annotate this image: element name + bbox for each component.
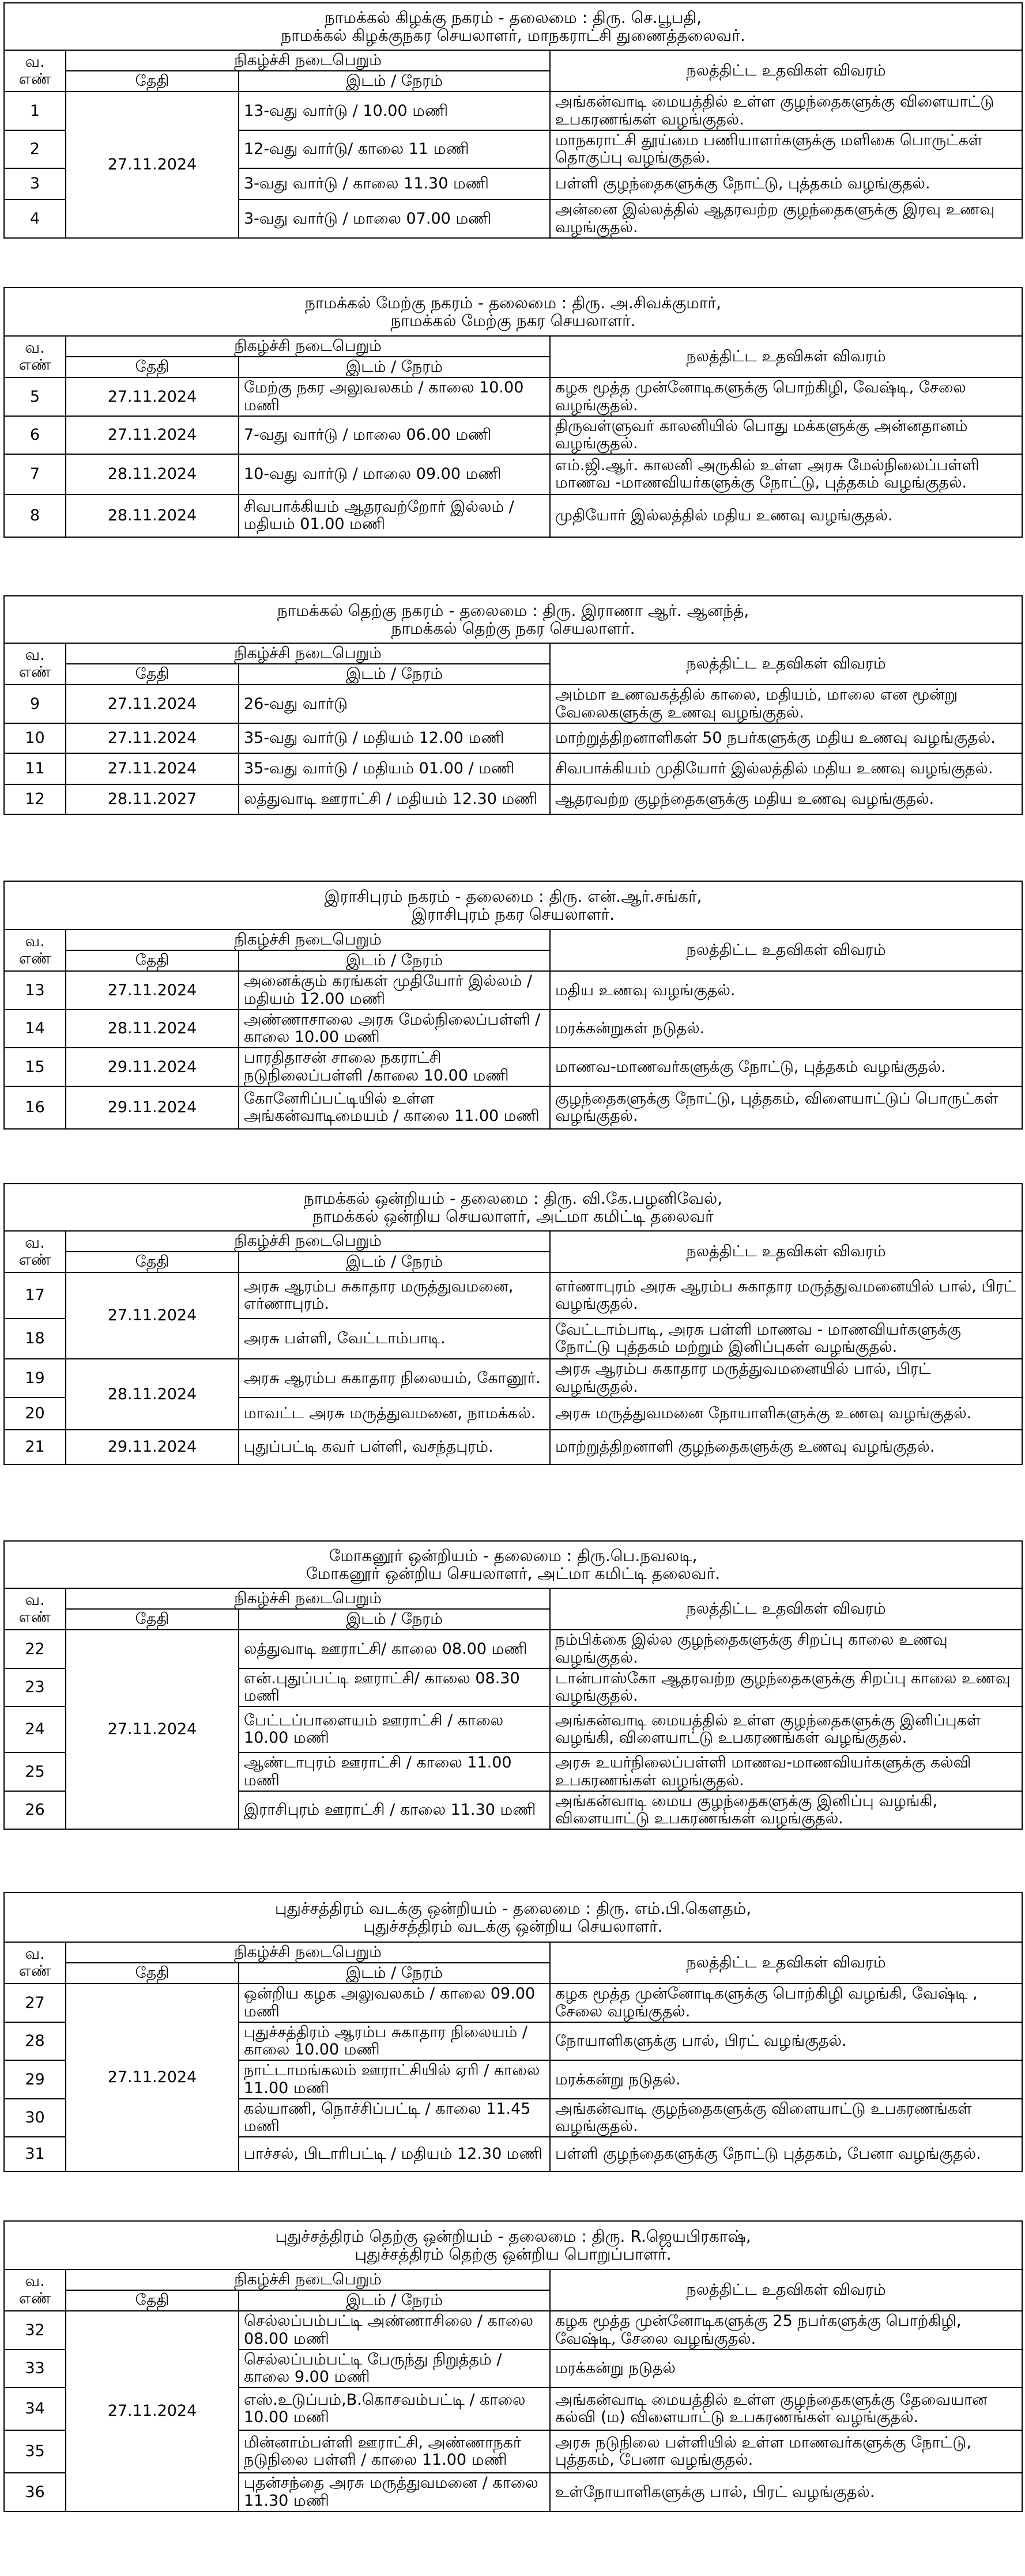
header-event: நிகழ்ச்சி நடைபெறும் (66, 643, 550, 664)
header-event: நிகழ்ச்சி நடைபெறும் (66, 1588, 550, 1609)
table-row (4, 784, 1022, 814)
section-title (4, 288, 1022, 336)
event-date: 27.11.2024 (66, 971, 239, 1009)
header-venue: இடம் / நேரம் (239, 950, 550, 971)
serial-number: 12 (4, 784, 66, 814)
header-event: நிகழ்ச்சி நடைபெறும் (66, 50, 550, 71)
benefit-details: குழந்தைகளுக்கு நோட்டு, புத்தகம், விளையாட்டுப் பொருட்கள் வழங்குதல். (550, 1086, 1022, 1129)
section-table (3, 881, 1023, 1130)
serial-number: 15 (4, 1048, 66, 1086)
table-row (4, 494, 1022, 537)
header-serial (4, 1231, 66, 1272)
header-date: தேதி (66, 1609, 239, 1630)
event-venue-time: என்.புதுப்பட்டி ஊராட்சி/ காலை 08.30 மணி (239, 1668, 550, 1706)
header-serial (4, 930, 66, 971)
table-row (4, 1430, 1022, 1464)
serial-number: 31 (4, 2137, 66, 2171)
event-venue-time: இராசிபுரம் ஊராட்சி / காலை 11.30 மணி (239, 1791, 550, 1829)
serial-number: 17 (4, 1272, 66, 1319)
benefit-details: பள்ளி குழந்தைகளுக்கு நோட்டு, புத்தகம் வழங்குதல். (550, 168, 1022, 199)
header-serial (4, 50, 66, 92)
header-event: நிகழ்ச்சி நடைபெறும் (66, 930, 550, 950)
header-event: நிகழ்ச்சி நடைபெறும் (66, 2269, 550, 2290)
serial-number: 27 (4, 1984, 66, 2022)
event-venue-time: ஒன்றிய கழக அலுவலகம் / காலை 09.00 மணி (239, 1984, 550, 2022)
section-title-line1: நாமக்கல் கிழக்கு நகரம் - தலைமை : திரு. செ.பூபதி, (324, 7, 702, 27)
serial-number: 18 (4, 1319, 66, 1359)
section-title-line2: புதுச்சத்திரம் தெற்கு ஒன்றிய பொறுப்பாளர். (355, 2245, 672, 2264)
section-title-line2: புதுச்சத்திரம் வடக்கு ஒன்றிய செயலாளர். (363, 1917, 663, 1936)
header-benefit: நலத்திட்ட உதவிகள் விவரம் (550, 2269, 1022, 2311)
header-serial-line1: வ. (25, 1591, 45, 1609)
header-serial-line1: வ. (25, 932, 45, 950)
event-date: 27.11.2024 (66, 377, 239, 416)
section-title-line2: நாமக்கல் மேற்கு நகர செயலாளர். (390, 311, 636, 330)
header-event: நிகழ்ச்சி நடைபெறும் (66, 1231, 550, 1252)
event-venue-time: அரசு ஆரம்ப சுகாதார நிலையம், கோனூர். (239, 1359, 550, 1397)
serial-number: 35 (4, 2430, 66, 2473)
serial-number: 7 (4, 454, 66, 494)
table-row (4, 1048, 1022, 1086)
event-venue-time: அண்ணாசாலை அரசு மேல்நிலைப்பள்ளி / காலை 10.00 மணி (239, 1010, 550, 1048)
serial-number: 33 (4, 2350, 66, 2388)
header-benefit: நலத்திட்ட உதவிகள் விவரம் (550, 1588, 1022, 1630)
serial-number: 25 (4, 1752, 66, 1791)
section-title (4, 3, 1022, 50)
serial-number: 14 (4, 1010, 66, 1048)
benefit-details: கழக மூத்த முன்னோடிகளுக்கு பொற்கிழி வழங்கி, வேஷ்டி , சேலை வழங்குதல். (550, 1984, 1022, 2022)
serial-number: 13 (4, 971, 66, 1009)
benefit-details: அரசு உயர்நிலைப்பள்ளி மாணவ-மாணவியர்களுக்கு கல்வி உபகரணங்கள் வழங்குதல். (550, 1752, 1022, 1791)
benefit-details: மரக்கன்றுகள் நடுதல். (550, 1010, 1022, 1048)
benefit-details: கழக மூத்த முன்னோடிகளுக்கு 25 நபர்களுக்கு பொற்கிழி, வேஷ்டி, சேலை வழங்குதல். (550, 2311, 1022, 2349)
table-row (4, 1630, 1022, 1668)
event-venue-time: 10-வது வார்டு / மாலை 09.00 மணி (239, 454, 550, 494)
header-venue: இடம் / நேரம் (239, 1252, 550, 1272)
section-table (3, 2220, 1023, 2512)
event-venue-time: மேற்கு நகர அலுவலகம் / காலை 10.00 மணி (239, 377, 550, 416)
event-date: 28.11.2024 (66, 1359, 239, 1429)
benefit-details: மரக்கன்று நடுதல். (550, 2060, 1022, 2098)
table-row (4, 2311, 1022, 2349)
event-venue-time: அரசு பள்ளி, வேட்டாம்பாடி. (239, 1319, 550, 1359)
benefit-details: எர்ணாபுரம் அரசு ஆரம்ப சுகாதார மருத்துவமனையில் பால், பிரட் வழங்குதல். (550, 1272, 1022, 1319)
table-row (4, 377, 1022, 416)
serial-number: 1 (4, 92, 66, 130)
benefit-details: அரசு ஆரம்ப சுகாதார மருத்துவமனையில் பால், பிரட் வழங்குதல். (550, 1359, 1022, 1397)
benefit-details: மதிய உணவு வழங்குதல். (550, 971, 1022, 1009)
header-serial (4, 1588, 66, 1630)
serial-number: 32 (4, 2311, 66, 2349)
section-title-line2: இராசிபுரம் நகர செயலாளர். (411, 905, 615, 924)
header-event: நிகழ்ச்சி நடைபெறும் (66, 336, 550, 357)
benefit-details: அரசு நடுநிலை பள்ளியில் உள்ள மாணவர்களுக்கு நோட்டு, புத்தகம், பேனா வழங்குதல். (550, 2430, 1022, 2473)
serial-number: 5 (4, 377, 66, 416)
serial-number: 20 (4, 1397, 66, 1430)
section-title-line2: நாமக்கல் தெற்கு நகர செயலாளர். (391, 619, 635, 638)
serial-number: 23 (4, 1668, 66, 1706)
event-venue-time: புதுச்சத்திரம் ஆரம்ப சுகாதார நிலையம் / காலை 10.00 மணி (239, 2022, 550, 2060)
section-title (4, 596, 1022, 643)
event-venue-time: 26-வது வார்டு (239, 685, 550, 723)
benefit-details: அம்மா உணவகத்தில் காலை, மதியம், மாலை என மூன்று வேலைகளுக்கு உணவு வழங்குதல். (550, 685, 1022, 723)
section-title-line1: நாமக்கல் ஒன்றியம் - தலைமை : திரு. வி.கே.பழனிவேல், (303, 1188, 723, 1208)
header-serial (4, 1942, 66, 1984)
event-venue-time: 3-வது வார்டு / மாலை 07.00 மணி (239, 199, 550, 237)
header-serial-line2: எண் (18, 1251, 51, 1270)
event-date: 27.11.2024 (66, 2311, 239, 2511)
benefit-details: எம்.ஜி.ஆர். காலனி அருகில் உள்ள அரசு மேல்நிலைப்பள்ளி மாணவ -மாணவியர்களுக்கு நோட்டு, புத்தகம் வழங்குதல். (550, 454, 1022, 494)
event-date: 28.11.2027 (66, 784, 239, 814)
event-date: 27.11.2024 (66, 1984, 239, 2171)
event-date: 28.11.2024 (66, 454, 239, 494)
benefit-details: முதியோர் இல்லத்தில் மதிய உணவு வழங்குதல். (550, 494, 1022, 537)
table-row (4, 971, 1022, 1009)
event-venue-time: செல்லப்பம்பட்டி அண்ணாசிலை / காலை 08.00 மணி (239, 2311, 550, 2349)
serial-number: 26 (4, 1791, 66, 1829)
event-venue-time: 35-வது வார்டு / மதியம் 12.00 மணி (239, 723, 550, 753)
benefit-details: ஆதரவற்ற குழந்தைகளுக்கு மதிய உணவு வழங்குதல். (550, 784, 1022, 814)
event-venue-time: கோனேரிப்பட்டியில் உள்ள அங்கன்வாடிமையம் / காலை 11.00 மணி (239, 1086, 550, 1129)
serial-number: 28 (4, 2022, 66, 2060)
benefit-details: கழக மூத்த முன்னோடிகளுக்கு பொற்கிழி, வேஷ்டி, சேலை வழங்குதல். (550, 377, 1022, 416)
header-serial-line2: எண் (18, 2290, 51, 2308)
header-serial-line1: வ. (25, 646, 45, 664)
header-serial-line2: எண் (18, 70, 51, 89)
section-title-line2: நாமக்கல் கிழக்குநகர செயலாளர், மாநகராட்சி துணைத்தலைவர். (281, 26, 745, 45)
event-venue-time: லத்துவாடி ஊராட்சி/ காலை 08.00 மணி (239, 1630, 550, 1668)
header-date: தேதி (66, 71, 239, 92)
benefit-details: உள்நோயாளிகளுக்கு பால், பிரட் வழங்குதல். (550, 2473, 1022, 2511)
table-row (4, 1359, 1022, 1397)
header-serial-line2: எண் (18, 356, 51, 375)
table-row (4, 1086, 1022, 1129)
section-title (4, 1541, 1022, 1588)
event-date: 29.11.2024 (66, 1430, 239, 1464)
section-title (4, 1893, 1022, 1942)
benefit-details: அரசு மருத்துவமனை நோயாளிகளுக்கு உணவு வழங்குதல். (550, 1397, 1022, 1430)
header-date: தேதி (66, 950, 239, 971)
header-benefit: நலத்திட்ட உதவிகள் விவரம் (550, 336, 1022, 377)
serial-number: 11 (4, 753, 66, 784)
header-date: தேதி (66, 1963, 239, 1984)
event-venue-time: அனைக்கும் கரங்கள் முதியோர் இல்லம் / மதியம் 12.00 மணி (239, 971, 550, 1009)
event-date: 27.11.2024 (66, 723, 239, 753)
section-title-line1: மோகனூர் ஒன்றியம் - தலைமை : திரு.பெ.நவலடி, (329, 1546, 698, 1565)
event-venue-time: பாச்சல், பிடாரிபட்டி / மதியம் 12.30 மணி (239, 2137, 550, 2171)
section-title-line1: புதுச்சத்திரம் வடக்கு ஒன்றியம் - தலைமை : திரு. எம்.பி.கௌதம், (274, 1898, 752, 1918)
header-serial-line2: எண் (18, 950, 51, 968)
header-serial-line1: வ. (25, 1945, 45, 1963)
event-date: 29.11.2024 (66, 1086, 239, 1129)
event-date: 27.11.2024 (66, 1272, 239, 1359)
benefit-details: திருவள்ளுவர் காலனியில் பொது மக்களுக்கு அன்னதானம் வழங்குதல். (550, 416, 1022, 454)
section-table (3, 1540, 1023, 1830)
header-serial-line1: வ. (25, 1234, 45, 1252)
benefit-details: வேட்டாம்பாடி, அரசு பள்ளி மாணவ - மாணவியர்களுக்கு நோட்டு புத்தகம் மற்றும் இனிப்புகள் வழங்குதல். (550, 1319, 1022, 1359)
event-date: 27.11.2024 (66, 753, 239, 784)
benefit-details: நம்பிக்கை இல்ல குழந்தைகளுக்கு சிறப்பு காலை உணவு வழங்குதல். (550, 1630, 1022, 1668)
serial-number: 9 (4, 685, 66, 723)
table-row (4, 92, 1022, 130)
header-serial-line2: எண் (18, 663, 51, 682)
serial-number: 21 (4, 1430, 66, 1464)
header-benefit: நலத்திட்ட உதவிகள் விவரம் (550, 1231, 1022, 1272)
section-title-line1: புதுச்சத்திரம் தெற்கு ஒன்றியம் - தலைமை : திரு. R.ஜெயபிரகாஷ், (275, 2226, 751, 2246)
event-date: 27.11.2024 (66, 1630, 239, 1829)
serial-number: 19 (4, 1359, 66, 1397)
serial-number: 6 (4, 416, 66, 454)
section-title-line1: நாமக்கல் தெற்கு நகரம் - தலைமை : திரு. இராணா ஆர். ஆனந்த், (277, 600, 749, 620)
header-benefit: நலத்திட்ட உதவிகள் விவரம் (550, 1942, 1022, 1984)
header-serial (4, 336, 66, 377)
event-venue-time: அரசு ஆரம்ப சுகாதார மருத்துவமனை, எர்ணாபுரம். (239, 1272, 550, 1319)
event-date: 28.11.2024 (66, 1010, 239, 1048)
benefit-details: பள்ளி குழந்தைகளுக்கு நோட்டு புத்தகம், பேனா வழங்குதல். (550, 2137, 1022, 2171)
benefit-details: அன்னை இல்லத்தில் ஆதரவற்ற குழந்தைகளுக்கு இரவு உணவு வழங்குதல். (550, 199, 1022, 237)
header-benefit: நலத்திட்ட உதவிகள் விவரம் (550, 50, 1022, 92)
benefit-details: நோயாளிகளுக்கு பால், பிரட் வழங்குதல். (550, 2022, 1022, 2060)
section-table (3, 595, 1023, 815)
header-serial (4, 2269, 66, 2311)
serial-number: 3 (4, 168, 66, 199)
section-table (3, 1183, 1023, 1465)
table-row (4, 1272, 1022, 1319)
header-venue: இடம் / நேரம் (239, 1609, 550, 1630)
serial-number: 30 (4, 2099, 66, 2137)
header-serial-line1: வ. (25, 339, 45, 357)
event-venue-time: 7-வது வார்டு / மாலை 06.00 மணி (239, 416, 550, 454)
event-venue-time: ஆண்டாபுரம் ஊராட்சி / காலை 11.00 மணி (239, 1752, 550, 1791)
header-event: நிகழ்ச்சி நடைபெறும் (66, 1942, 550, 1963)
event-venue-time: புதன்சந்தை அரசு மருத்துவமனை / காலை 11.30 மணி (239, 2473, 550, 2511)
table-row (4, 753, 1022, 784)
section-title-line1: நாமக்கல் மேற்கு நகரம் - தலைமை : திரு. அ.சிவக்குமார், (305, 293, 721, 312)
section-title-line2: மோகனூர் ஒன்றிய செயலாளர், அட்மா கமிட்டி தலைவர். (306, 1564, 721, 1583)
event-date: 29.11.2024 (66, 1048, 239, 1086)
benefit-details: மரக்கன்று நடுதல் (550, 2350, 1022, 2388)
event-venue-time: 35-வது வார்டு / மதியம் 01.00 / மணி (239, 753, 550, 784)
event-date: 27.11.2024 (66, 685, 239, 723)
benefit-details: அங்கன்வாடி மையத்தில் உள்ள குழந்தைகளுக்கு இனிப்புகள் வழங்கி, விளையாட்டு உபகரணங்கள் வழங்குதல். (550, 1706, 1022, 1752)
event-venue-time: புதுப்பட்டி கவர் பள்ளி, வசந்தபுரம். (239, 1430, 550, 1464)
header-date: தேதி (66, 1252, 239, 1272)
serial-number: 22 (4, 1630, 66, 1668)
event-venue-time: 12-வது வார்டு/ காலை 11 மணி (239, 130, 550, 168)
event-venue-time: கல்யாணி, நொச்சிப்பட்டி / காலை 11.45 மணி (239, 2099, 550, 2137)
header-venue: இடம் / நேரம் (239, 71, 550, 92)
serial-number: 10 (4, 723, 66, 753)
event-venue-time: எஸ்.உடுப்பம்,B.கொசவம்பட்டி / காலை 10.00 மணி (239, 2388, 550, 2430)
section-title (4, 881, 1022, 930)
header-venue: இடம் / நேரம் (239, 664, 550, 685)
section-title-line1: இராசிபுரம் நகரம் - தலைமை : திரு. என்.ஆர்.சங்கர், (324, 886, 702, 906)
table-row (4, 685, 1022, 723)
table-row (4, 1984, 1022, 2022)
section-table (3, 2, 1023, 239)
event-venue-time: சிவபாக்கியம் ஆதரவற்றோர் இல்லம் / மதியம் 01.00 மணி (239, 494, 550, 537)
serial-number: 24 (4, 1706, 66, 1752)
benefit-details: சிவபாக்கியம் முதியோர் இல்லத்தில் மதிய உணவு வழங்குதல். (550, 753, 1022, 784)
event-venue-time: மின்னாம்பள்ளி ஊராட்சி, அண்ணாநகர் நடுநிலை பள்ளி / காலை 11.00 மணி (239, 2430, 550, 2473)
serial-number: 36 (4, 2473, 66, 2511)
table-row (4, 723, 1022, 753)
header-serial-line1: வ. (25, 2272, 45, 2290)
section-title (4, 2221, 1022, 2269)
serial-number: 2 (4, 130, 66, 168)
serial-number: 8 (4, 494, 66, 537)
benefit-details: அங்கன்வாடி மையத்தில் உள்ள குழந்தைகளுக்கு விளையாட்டு உபகரணங்கள் வழங்குதல். (550, 92, 1022, 130)
header-date: தேதி (66, 664, 239, 685)
event-date: 27.11.2024 (66, 92, 239, 237)
event-date: 27.11.2024 (66, 416, 239, 454)
header-date: தேதி (66, 357, 239, 377)
event-venue-time: நாட்டாமங்கலம் ஊராட்சியில் ஏரி / காலை 11.00 மணி (239, 2060, 550, 2098)
benefit-details: மாற்றுத்திறனாளி குழந்தைகளுக்கு உணவு வழங்குதல். (550, 1430, 1022, 1464)
section-table (3, 1892, 1023, 2172)
section-table (3, 287, 1023, 538)
header-serial-line2: எண் (18, 1962, 51, 1981)
benefit-details: அங்கன்வாடி குழந்தைகளுக்கு விளையாட்டு உபகரணங்கள் வழங்குதல். (550, 2099, 1022, 2137)
table-row (4, 454, 1022, 494)
header-benefit: நலத்திட்ட உதவிகள் விவரம் (550, 930, 1022, 971)
event-venue-time: மாவட்ட அரசு மருத்துவமனை, நாமக்கல். (239, 1397, 550, 1430)
serial-number: 16 (4, 1086, 66, 1129)
benefit-details: அங்கன்வாடி மைய குழந்தைகளுக்கு இனிப்பு வழங்கி, விளையாட்டு உபகரணங்கள் வழங்குதல். (550, 1791, 1022, 1829)
header-serial-line1: வ. (25, 53, 45, 71)
header-serial-line2: எண் (18, 1608, 51, 1627)
event-venue-time: பேட்டப்பாளையம் ஊராட்சி / காலை 10.00 மணி (239, 1706, 550, 1752)
header-venue: இடம் / நேரம் (239, 1963, 550, 1984)
event-venue-time: லத்துவாடி ஊராட்சி / மதியம் 12.30 மணி (239, 784, 550, 814)
header-venue: இடம் / நேரம் (239, 2290, 550, 2311)
event-venue-time: பாரதிதாசன் சாலை நகராட்சி நடுநிலைப்பள்ளி /காலை 10.00 மணி (239, 1048, 550, 1086)
section-title (4, 1184, 1022, 1231)
table-row (4, 1010, 1022, 1048)
benefit-details: மாற்றுத்திறனாளிகள் 50 நபர்களுக்கு மதிய உணவு வழங்குதல். (550, 723, 1022, 753)
event-date: 28.11.2024 (66, 494, 239, 537)
benefit-details: அங்கன்வாடி மையத்தில் உள்ள குழந்தைகளுக்கு தேவையான கல்வி (ம) விளையாட்டு உபகரணங்கள் வழங்குதல். (550, 2388, 1022, 2430)
serial-number: 4 (4, 199, 66, 237)
header-serial (4, 643, 66, 685)
header-venue: இடம் / நேரம் (239, 357, 550, 377)
serial-number: 34 (4, 2388, 66, 2430)
benefit-details: டான்பாஸ்கோ ஆதரவற்ற குழந்தைகளுக்கு சிறப்பு காலை உணவு வழங்குதல். (550, 1668, 1022, 1706)
table-row (4, 416, 1022, 454)
event-venue-time: செல்லப்பம்பட்டி பேருந்து நிறுத்தம் / காலை 9.00 மணி (239, 2350, 550, 2388)
section-title-line2: நாமக்கல் ஒன்றிய செயலாளர், அட்மா கமிட்டி தலைவர் (312, 1207, 714, 1226)
event-venue-time: 13-வது வார்டு / 10.00 மணி (239, 92, 550, 130)
serial-number: 29 (4, 2060, 66, 2098)
event-venue-time: 3-வது வார்டு / காலை 11.30 மணி (239, 168, 550, 199)
header-date: தேதி (66, 2290, 239, 2311)
header-benefit: நலத்திட்ட உதவிகள் விவரம் (550, 643, 1022, 685)
benefit-details: மாநகராட்சி தூய்மை பணியாளர்களுக்கு மளிகை பொருட்கள் தொகுப்பு வழங்குதல். (550, 130, 1022, 168)
benefit-details: மாணவ-மாணவர்களுக்கு நோட்டு, புத்தகம் வழங்குதல். (550, 1048, 1022, 1086)
